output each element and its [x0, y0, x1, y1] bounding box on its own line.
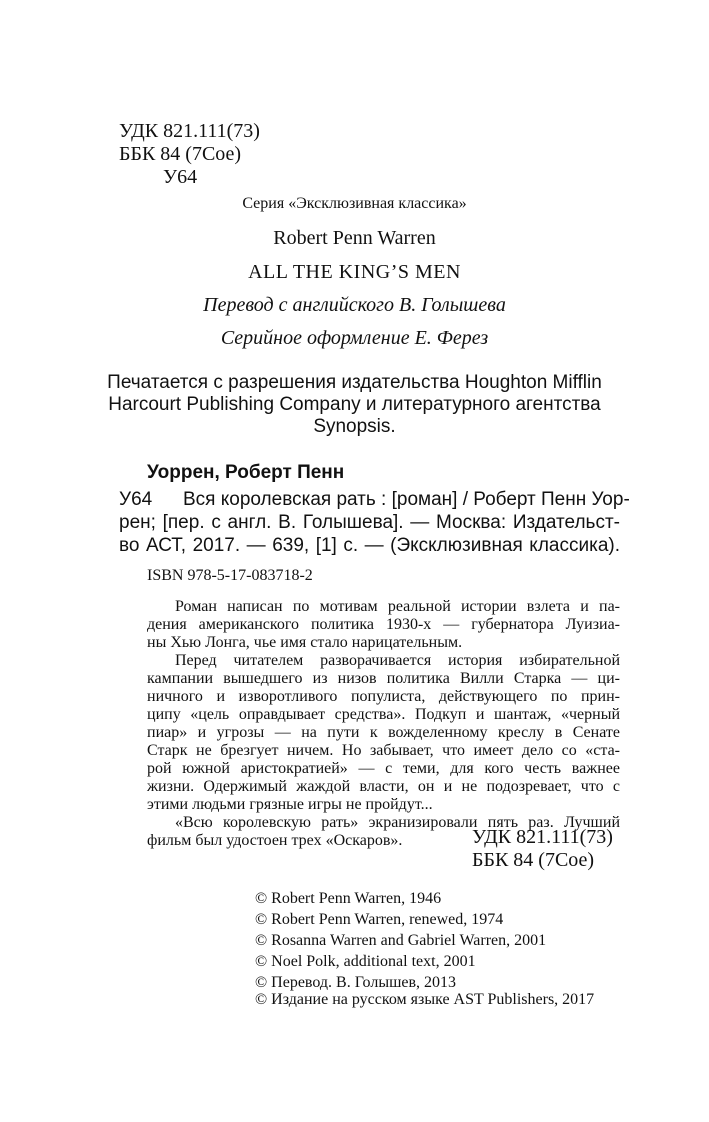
- permission-line-2: Harcourt Publishing Company и литературного агентства: [108, 394, 601, 415]
- copyright-line: © Robert Penn Warren, 1946: [255, 890, 442, 907]
- copyright-line: © Noel Polk, additional text, 2001: [255, 953, 476, 970]
- bib-author: Уоррен, Роберт Пенн: [147, 462, 345, 483]
- annotation-line: рой южной аристократией» — с теми, для кого честь важнее: [147, 760, 620, 777]
- bib-line-1: Вся королевская рать : [роман] / Роберт Пенн Уор-: [183, 489, 630, 510]
- permission-line-3: Synopsis.: [313, 416, 396, 437]
- udk-code: УДК 821.111(73): [119, 120, 260, 142]
- annotation-line: ципу «цель оправдывает средства». Подкуп и шантаж, «черный: [147, 706, 620, 723]
- copyright-line: © Rosanna Warren and Gabriel Warren, 2001: [255, 932, 547, 949]
- annotation-line: ны Хью Лонга, чье имя стало нарицательным.: [147, 634, 463, 651]
- copyright-line: © Robert Penn Warren, renewed, 1974: [255, 911, 504, 928]
- annotation-line: кампании вышедшего из низов политика Вилли Старка — ци-: [147, 670, 620, 687]
- author-sign: У64: [163, 166, 198, 188]
- annotation-line: «Всю королевскую рать» экранизировали пять раз. Лучший: [175, 814, 620, 831]
- annotation-line: пиар» и угрозы — на пути к вожделенному креслу в Сенате: [147, 724, 620, 741]
- author-english: Robert Penn Warren: [273, 227, 436, 249]
- copyright-line: © Издание на русском языке AST Publishers, 2017: [255, 991, 595, 1008]
- permission-line-1: Печатается с разрешения издательства Houghton Mifflin: [107, 372, 602, 393]
- udk-code-bottom: УДК 821.111(73): [472, 826, 613, 848]
- annotation-line: фильм был удостоен трех «Оскаров».: [147, 832, 403, 849]
- copyright-line: © Перевод. В. Голышев, 2013: [255, 974, 457, 991]
- series-line: Серия «Эксклюзивная классика»: [242, 195, 467, 212]
- bbk-code-bottom: ББК 84 (7Сое): [472, 849, 595, 871]
- annotation-line: Старк не брезгует ничем. Но забывает, что имеет дело со «ста-: [147, 742, 620, 759]
- bbk-code: ББК 84 (7Сое): [119, 143, 242, 165]
- annotation-line: Роман написан по мотивам реальной истории взлета и па-: [175, 598, 620, 615]
- isbn: ISBN 978-5-17-083718-2: [147, 567, 313, 584]
- design-credit: Серийное оформление Е. Ферез: [220, 327, 489, 349]
- bib-line-3: во АСТ, 2017. — 639, [1] с. — (Эксклюзивная классика).: [119, 535, 620, 556]
- title-english: ALL THE KING’S MEN: [248, 261, 461, 283]
- annotation-line: Перед читателем разворачивается история избирательной: [175, 652, 620, 669]
- annotation-line: этими людьми грязные игры не пройдут...: [147, 796, 433, 813]
- annotation-line: жизни. Одержимый жаждой власти, он и не подозревает, что с: [147, 778, 620, 795]
- translator-credit: Перевод с английского В. Голышева: [203, 294, 506, 316]
- annotation-line: ничного и изворотливого популиста, действующего по прин-: [147, 688, 620, 705]
- bib-sign: У64: [119, 489, 153, 510]
- annotation-line: дения американского политика 1930-х — губернатора Луизиа-: [147, 616, 620, 633]
- bib-line-2: рен; [пер. с англ. В. Голышева]. — Москва: Издательст-: [119, 512, 620, 533]
